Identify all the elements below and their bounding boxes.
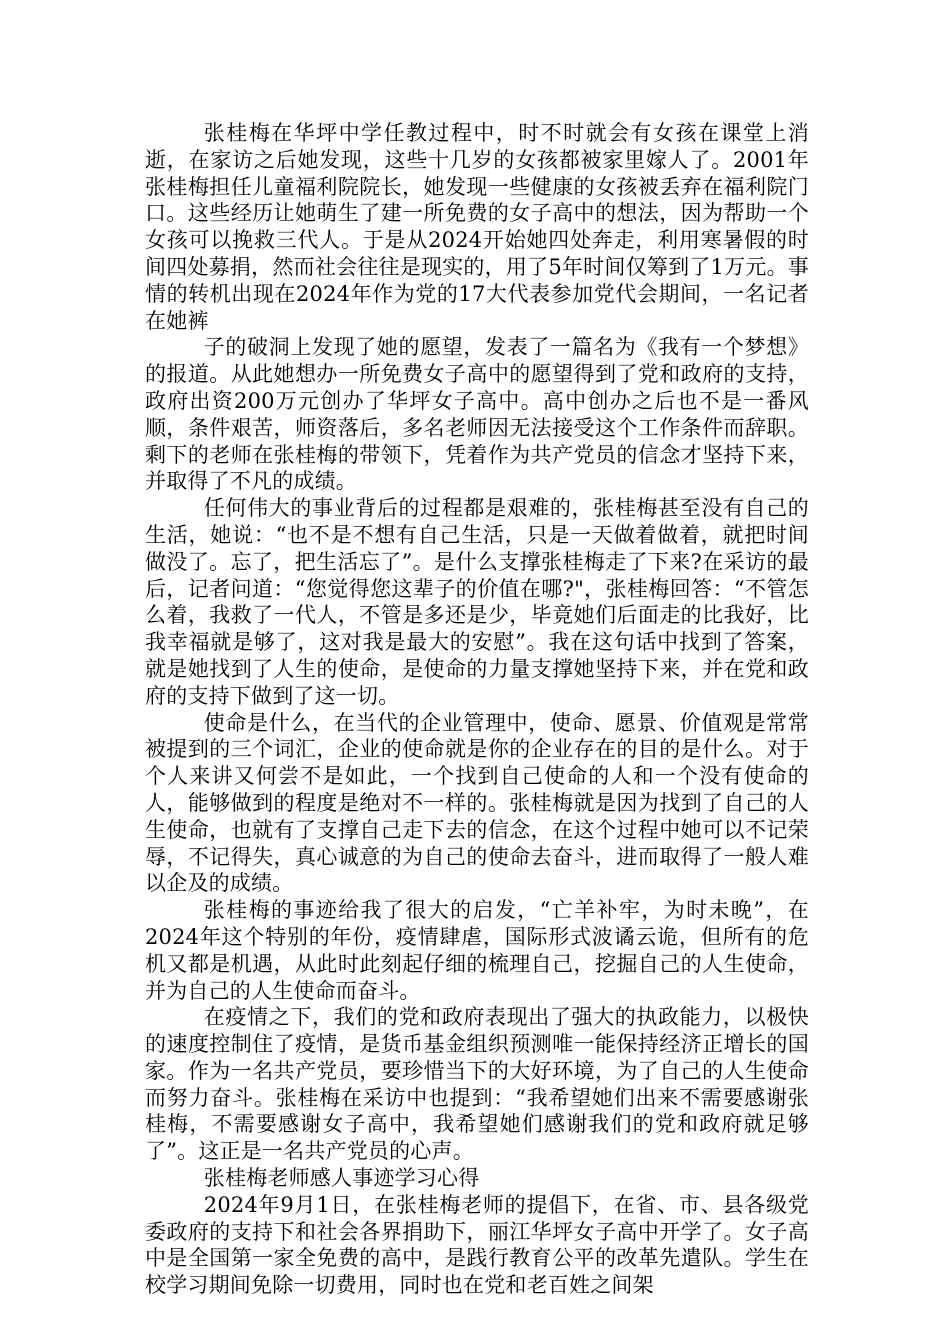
paragraph-3: 任何伟大的事业背后的过程都是艰难的，张桂梅甚至没有自己的生活，她说：“也不是不想有自己生活，只是一天做着做着，就把时间做没了。忘了，把生活忘了”。是什么支撑张桂梅走了下来?在采访的最后，记者问道：“您觉得您这辈子的价值在哪?"，张桂梅回答：“不管怎么着，我救了一代人，不管是多还是少，毕竟她们后面走的比我好，比我幸福就是够了，这对我是最大的安慰”。我在这句话中找到了答案，就是她找到了人生的使命，是使命的力量支撑她坚持下来，并在党和政府的支持下做到了这一切。 (145, 496, 809, 708)
document-body (145, 120, 809, 1299)
paragraph-4: 使命是什么，在当代的企业管理中，使命、愿景、价值观是常常被提到的三个词汇，企业的使命就是你的企业存在的目的是什么。对于个人来讲又何尝不是如此，一个找到自己使命的人和一个没有使命的人，能够做到的程度是绝对不一样的。张桂梅就是因为找到了自己的人生使命，也就有了支撑自己走下去的信念，在这个过程中她可以不记荣辱，不记得失，真心诚意的为自己的使命去奋斗，进而取得了一般人难以企及的成绩。 (145, 710, 809, 896)
paragraph-5: 张桂梅的事迹给我了很大的启发，“亡羊补牢，为时未晚”，在2024年这个特别的年份，疫情肆虐，国际形式波谲云诡，但所有的危机又都是机遇，从此时此刻起仔细的梳理自己，挖掘自己的人生使命，并为自己的人生使命而奋斗。 (145, 898, 809, 1003)
paragraph-7: 2024年9月1日，在张桂梅老师的提倡下，在省、市、县各级党委政府的支持下和社会各界捐助下，丽江华坪女子高中开学了。女子高中是全国第一家全免费的高中，是践行教育公平的改革先遣队。学生在校学习期间免除一切费用，同时也在党和老百姓之间架 (145, 1192, 809, 1298)
paragraph-1: 张桂梅在华坪中学任教过程中，时不时就会有女孩在课堂上消逝，在家访之后她发现，这些十几岁的女孩都被家里嫁人了。2001年张桂梅担任儿童福利院院长，她发现一些健康的女孩被丢弃在福利院门口。这些经历让她萌生了建一所免费的女子高中的想法，因为帮助一个女孩可以挽救三代人。于是从2024开始她四处奔走，利用寒暑假的时间四处募捐，然而社会往往是现实的，用了5年时间仅筹到了1万元。事情的转机出现在2024年作为党的17大代表参加党代会期间，一名记者在她裤 (145, 121, 809, 333)
section-heading: 张桂梅老师感人事迹学习心得 (203, 1166, 480, 1191)
paragraph-6: 在疫情之下，我们的党和政府表现出了强大的执政能力，以极快的速度控制住了疫情，是货币基金组织预测唯一能保持经济正增长的国家。作为一名共产党员，要珍惜当下的大好环境，为了自己的人生使命而努力奋斗。张桂梅在采访中也提到：“我希望她们出来不需要感谢张桂梅，不需要感谢女子高中，我希望她们感谢我们的党和政府就足够了”。这正是一名共产党员的心声。 (145, 1005, 809, 1164)
paragraph-2: 子的破洞上发现了她的愿望，发表了一篇名为《我有一个梦想》的报道。从此她想办一所免费女子高中的愿望得到了党和政府的支持，政府出资200万元创办了华坪女子高中。高中创办之后也不是一番风顺，条件艰苦，师资落后，多名老师因无法接受这个工作条件而辞职。剩下的老师在张桂梅的带领下，凭着作为共产党员的信念才坚持下来，并取得了不凡的成绩。 (145, 335, 809, 494)
